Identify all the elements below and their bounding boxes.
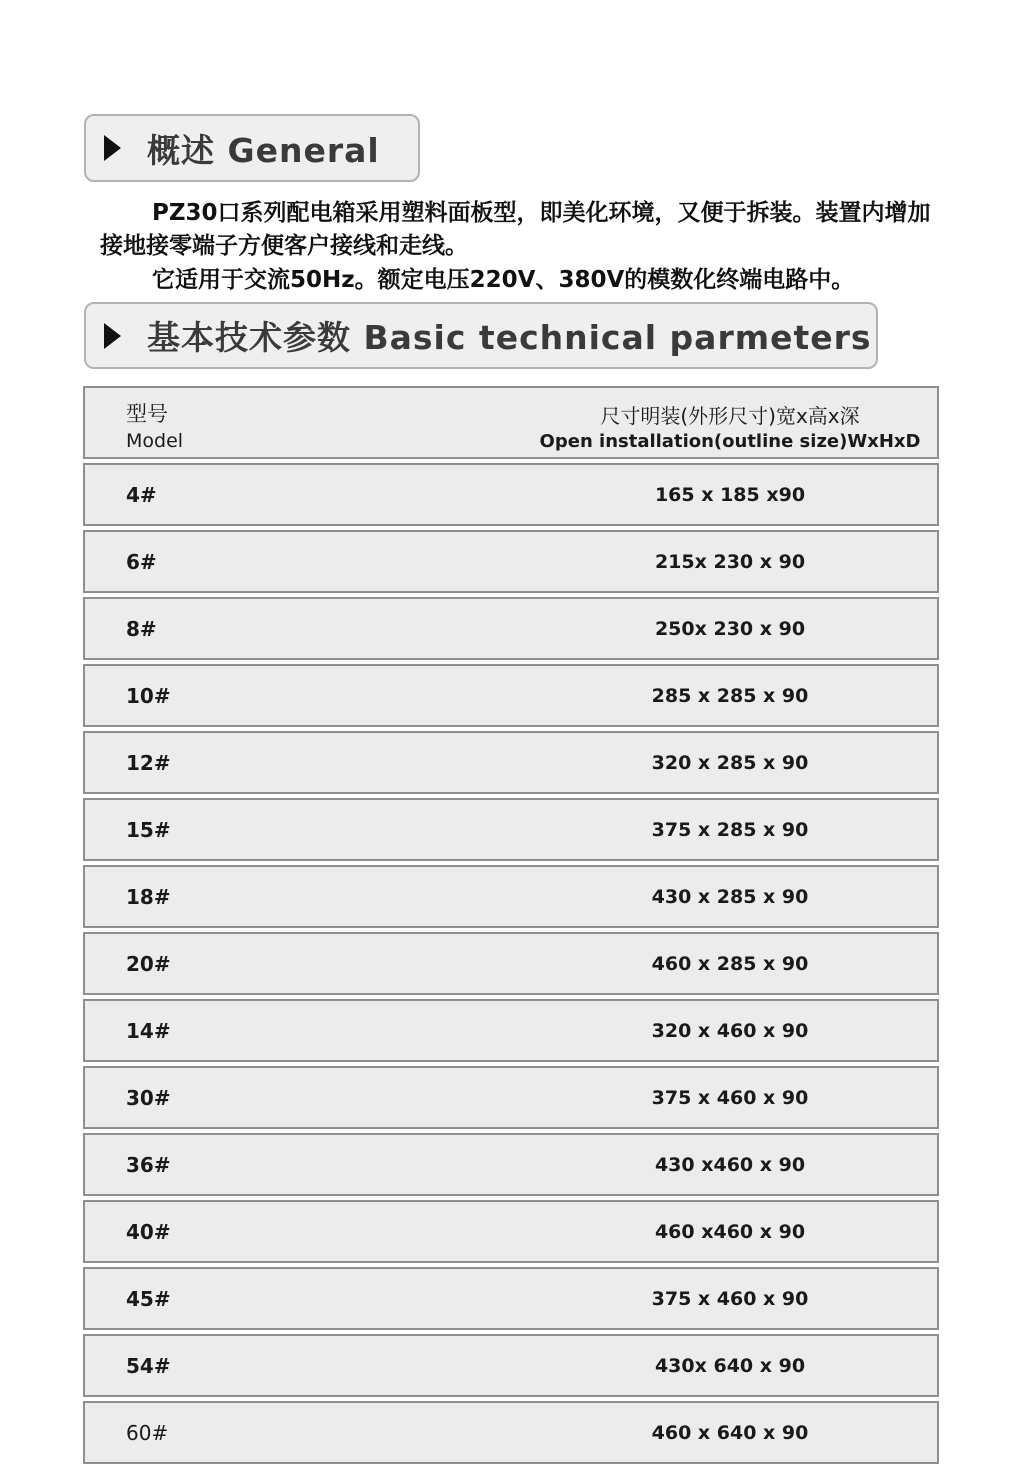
params-section-title: 基本技术参数 Basic technical parmeters — [147, 318, 872, 357]
table-row — [83, 865, 939, 928]
play-arrow-icon — [104, 135, 121, 161]
model-header-en: Model — [126, 430, 184, 452]
general-paragraph-2: 它适用于交流50Hz。额定电压220V、380V的模数化终端电路中。 — [152, 267, 855, 293]
table-row — [83, 463, 939, 526]
size-cell: 250x 230 x 90 — [654, 617, 806, 640]
model-cell: 40# — [126, 1219, 171, 1244]
model-cell: 8# — [126, 616, 157, 641]
size-cell: 460 x 285 x 90 — [651, 952, 809, 975]
size-cell: 430 x 285 x 90 — [651, 885, 809, 908]
general-section-title: 概述 General — [147, 130, 380, 170]
model-cell: 18# — [126, 884, 171, 909]
size-cell: 460 x 640 x 90 — [651, 1421, 809, 1444]
size-cell: 375 x 460 x 90 — [651, 1287, 809, 1310]
size-cell: 430x 640 x 90 — [654, 1354, 806, 1377]
model-cell: 36# — [126, 1152, 171, 1177]
model-cell: 6# — [126, 549, 157, 574]
model-cell: 15# — [126, 817, 171, 842]
table-row — [83, 664, 939, 727]
size-cell: 320 x 460 x 90 — [651, 1019, 809, 1042]
model-cell: 54# — [126, 1353, 171, 1378]
params-section-header — [84, 302, 878, 369]
table-row — [83, 1334, 939, 1397]
size-cell: 215x 230 x 90 — [654, 550, 806, 573]
table-body — [83, 463, 939, 1464]
model-cell: 14# — [126, 1018, 171, 1043]
table-row — [83, 932, 939, 995]
model-cell: 20# — [126, 951, 171, 976]
play-arrow-icon — [104, 323, 121, 349]
size-cell: 320 x 285 x 90 — [651, 751, 809, 774]
model-cell: 12# — [126, 750, 171, 775]
parameters-table — [83, 386, 939, 1468]
size-cell: 285 x 285 x 90 — [651, 684, 809, 707]
table-row — [83, 530, 939, 593]
model-cell: 45# — [126, 1286, 171, 1311]
table-row — [83, 999, 939, 1062]
table-row — [83, 1401, 939, 1464]
table-row — [83, 1200, 939, 1263]
model-cell: 10# — [126, 683, 171, 708]
size-header-cn: 尺寸明装(外形尺寸)宽x高x深 — [600, 404, 860, 428]
size-header-en: Open installation(outline size)WxHxD — [539, 431, 921, 452]
general-paragraph-1: PZ30口系列配电箱采用塑料面板型，即美化环境，又便于拆装。装置内增加接地接零端子方便客户接线和走线。 — [100, 200, 931, 259]
table-row — [83, 597, 939, 660]
table-row — [83, 1133, 939, 1196]
size-cell: 430 x460 x 90 — [654, 1153, 806, 1176]
size-cell: 460 x460 x 90 — [654, 1220, 806, 1243]
table-row — [83, 1267, 939, 1330]
size-cell: 375 x 460 x 90 — [651, 1086, 809, 1109]
size-cell: 165 x 185 x90 — [654, 483, 806, 506]
model-cell: 30# — [126, 1085, 171, 1110]
table-row — [83, 798, 939, 861]
table-row — [83, 1066, 939, 1129]
model-cell: 60# — [126, 1420, 169, 1445]
model-cell: 4# — [126, 482, 157, 507]
general-section-header — [84, 114, 420, 182]
model-header-cn: 型号 — [126, 402, 168, 426]
table-header-row — [83, 386, 939, 459]
table-row — [83, 731, 939, 794]
size-cell: 375 x 285 x 90 — [651, 818, 809, 841]
